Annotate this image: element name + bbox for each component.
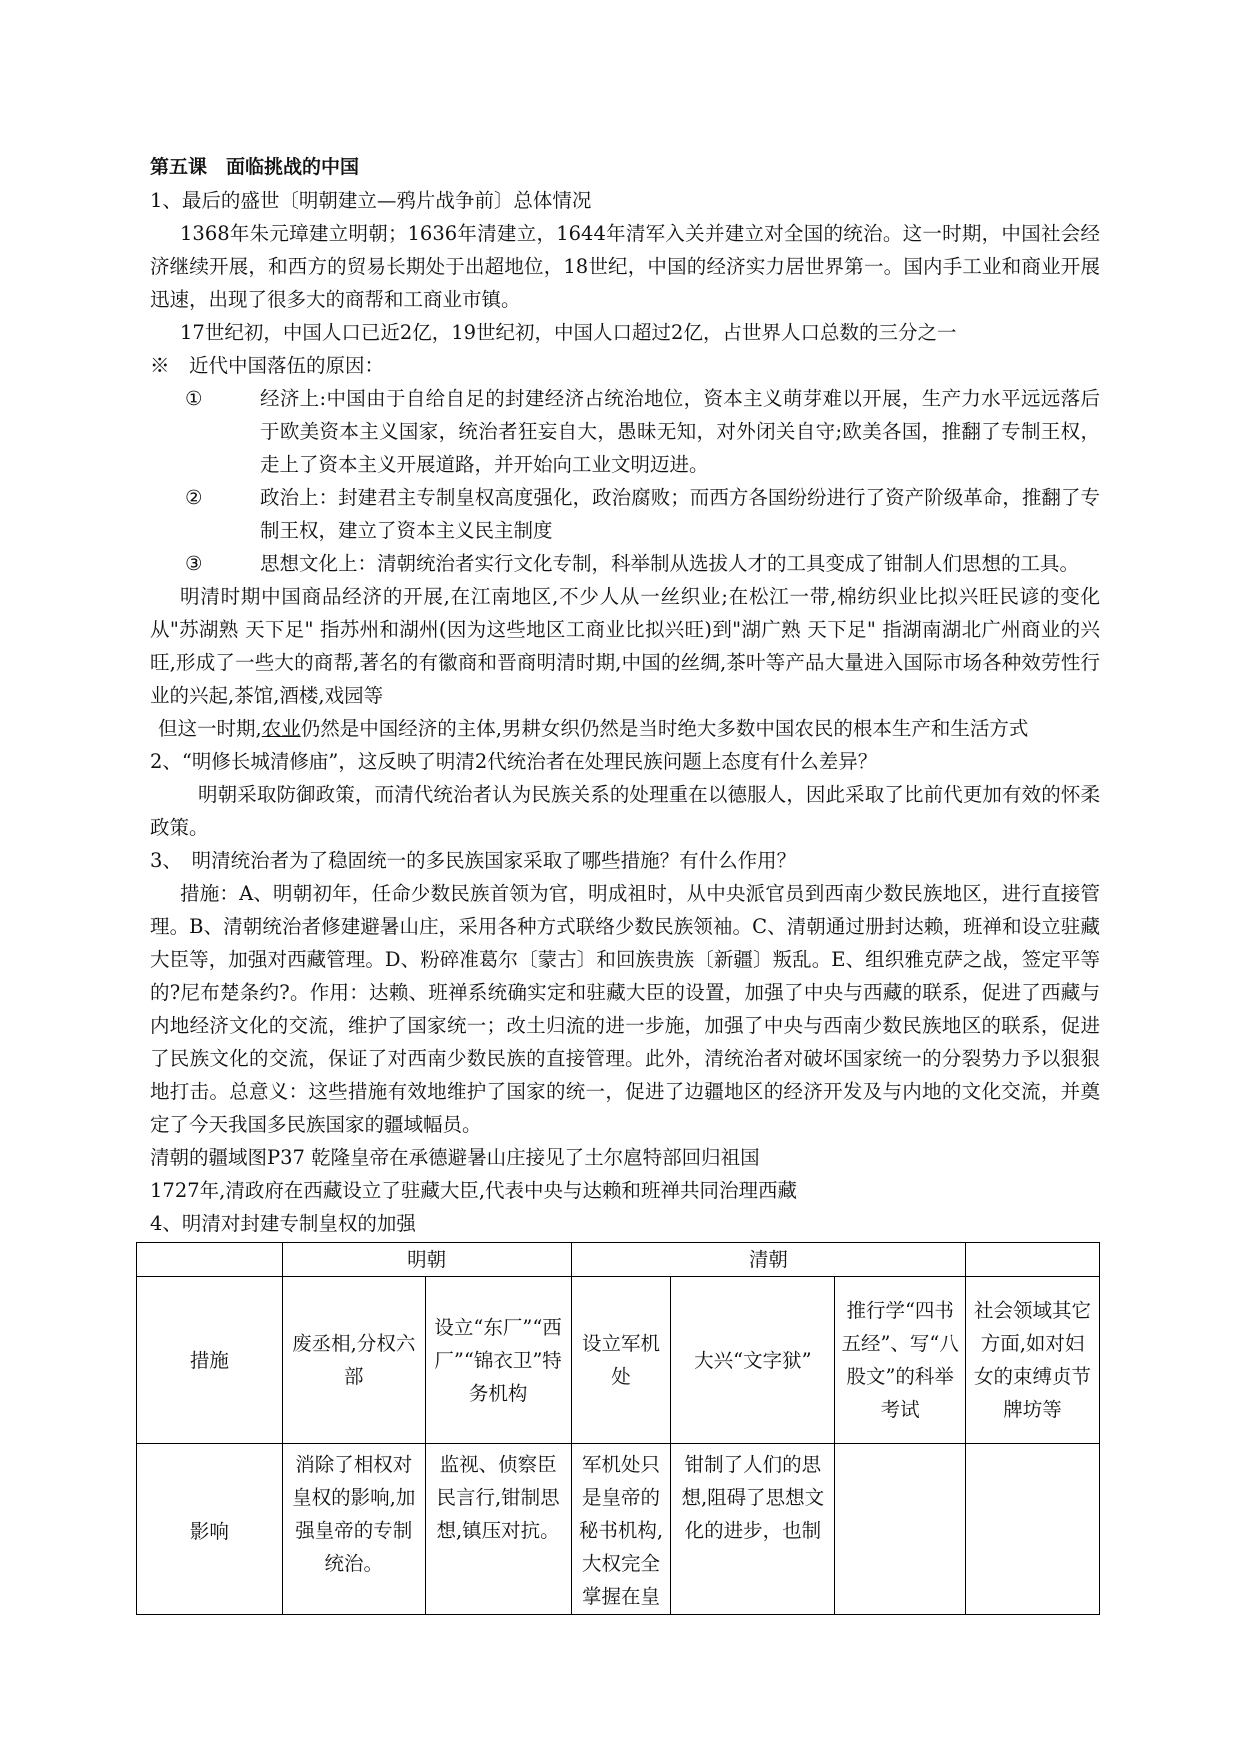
table-cell: 设立“东厂”“西厂”“锦衣卫”特务机构 bbox=[425, 1277, 571, 1444]
table-row-effects bbox=[137, 1444, 1100, 1615]
table-cell: 废丞相,分权六部 bbox=[282, 1277, 425, 1444]
reasons-heading: ※ 近代中国落伍的原因： bbox=[150, 354, 385, 377]
table-cell: 监视、侦察臣民言行,钳制思想,镇压对抗。 bbox=[425, 1444, 571, 1615]
table-cell: 军机处只是皇帝的秘书机构,大权完全掌握在皇 bbox=[571, 1444, 671, 1615]
section3-note2: 1727年,清政府在西藏设立了驻藏大臣,代表中央与达赖和班禅共同治理西藏 bbox=[150, 1179, 798, 1202]
table-cell bbox=[966, 1444, 1100, 1615]
para4-text-b: 仍然是中国经济的主体,男耕女织仍然是当时绝大多数中国农民的根本生产和生活方式 bbox=[300, 717, 1029, 740]
reason-text: 思想文化上：清朝统治者实行文化专制，科举制从选拔人才的工具变成了钳制人们思想的工具。 bbox=[260, 552, 1080, 575]
reason-text: 经济上:中国由于自给自足的封建经济占统治地位，资本主义萌芽难以开展，生产力水平远远落后于欧美资本主义国家，统治者狂妄自大，愚昧无知，对外闭关自守;欧美各国，推翻了专制王权，走上了资本主义开展道路，并开始向工业文明迈进。 bbox=[260, 387, 1100, 476]
section1-heading: 1、最后的盛世〔明朝建立—鸦片战争前〕总体情况 bbox=[150, 189, 592, 212]
header-cell-qing: 清朝 bbox=[571, 1243, 966, 1277]
para4-text-a: 但这一时期, bbox=[158, 717, 262, 740]
section3-note1: 清朝的疆域图P37 乾隆皇帝在承德避暑山庄接见了土尔扈特部回归祖国 bbox=[150, 1146, 760, 1169]
comparison-table bbox=[136, 1242, 1100, 1615]
para4-underlined: 农业 bbox=[261, 717, 301, 740]
header-cell-empty bbox=[966, 1243, 1100, 1277]
reason-number: ① bbox=[185, 387, 203, 410]
section4-heading: 4、明清对封建专制皇权的加强 bbox=[150, 1212, 416, 1235]
reason-number: ③ bbox=[185, 552, 203, 575]
table-cell: 大兴“文字狱” bbox=[671, 1277, 835, 1444]
section3-answer: 措施：A、明朝初年，任命少数民族首领为官，明成祖时，从中央派官员到西南少数民族地区，进行直接管理。B、清朝统治者修建避暑山庄，采用各种方式联络少数民族领袖。C、清朝通过册封达赖，班禅和设立驻藏大臣等，加强对西藏管理。D、粉碎准葛尔〔蒙古〕和回族贵族〔新疆〕叛乱。E、组织雅克萨之战，签定平等的?尼布楚条约?。作用：达赖、班禅系统确实定和驻藏大臣的设置，加强了中央与西藏的联系，促进了西藏与内地经济文化的交流，维护了国家统一；改土归流的进一步施，加强了中央与西南少数民族地区的联系，促进了民族文化的交流，保证了对西南少数民族的直接管理。此外，清统治者对破坏国家统一的分裂势力予以狠狠地打击。总意义：这些措施有效地维护了国家的统一，促进了边疆地区的经济开发及与内地的文化交流，并奠定了今天我国多民族国家的疆域幅员。 bbox=[150, 882, 1100, 1136]
header-cell-empty bbox=[137, 1243, 283, 1277]
section3-heading: 3、 明清统治者为了稳固统一的多民族国家采取了哪些措施？有什么作用？ bbox=[150, 849, 797, 872]
table-cell: 钳制了人们的思想,阻碍了思想文化的进步，也制 bbox=[671, 1444, 835, 1615]
row-label-effects: 影响 bbox=[137, 1444, 283, 1615]
reason-item bbox=[185, 382, 1100, 481]
table-cell: 推行学“四书五经”、写“八股文”的科举考试 bbox=[835, 1277, 966, 1444]
table-row-measures bbox=[137, 1277, 1100, 1444]
section1-para4 bbox=[150, 712, 1100, 745]
row-label-measures: 措施 bbox=[137, 1277, 283, 1444]
table-cell bbox=[835, 1444, 966, 1615]
section1-para2: 17世纪初，中国人口已近2亿，19世纪初，中国人口超过2亿，占世界人口总数的三分之一 bbox=[180, 321, 957, 344]
reason-text: 政治上：封建君主专制皇权高度强化，政治腐败；而西方各国纷纷进行了资产阶级革命，推翻了专制王权，建立了资本主义民主制度 bbox=[260, 486, 1100, 542]
reasons-list bbox=[150, 382, 1100, 580]
table-cell: 社会领域其它方面,如对妇女的束缚贞节牌坊等 bbox=[966, 1277, 1100, 1444]
document-page bbox=[150, 150, 1100, 1615]
reason-item bbox=[185, 547, 1100, 580]
section1-para1: 1368年朱元璋建立明朝；1636年清建立，1644年清军入关并建立对全国的统治。这一时期，中国社会经济继续开展，和西方的贸易长期处于出超地位，18世纪，中国的经济实力居世界第一。国内手工业和商业开展迅速，出现了很多大的商帮和工商业市镇。 bbox=[150, 222, 1100, 311]
section2-answer: 明朝采取防御政策，而清代统治者认为民族关系的处理重在以德服人，因此采取了比前代更加有效的怀柔政策。 bbox=[150, 783, 1100, 839]
header-cell-ming: 明朝 bbox=[282, 1243, 571, 1277]
reason-item bbox=[185, 481, 1100, 547]
section2-heading: 2、“明修长城清修庙”，这反映了明清2代统治者在处理民族问题上态度有什么差异？ bbox=[150, 750, 878, 773]
lesson-title: 第五课 面临挑战的中国 bbox=[150, 156, 360, 178]
section1-para3: 明清时期中国商品经济的开展,在江南地区,不少人从一丝织业;在松江一带,棉纺织业比拟兴旺民谚的变化 从"苏湖熟 天下足" 指苏州和湖州(因为这些地区工商业比拟兴旺)到"湖广熟 天下足" 指湖南湖北广州商业的兴旺,形成了一些大的商帮,著名的有徽商和晋商明清时期,中国的丝绸,茶叶等产品大量进入国际市场各种效劳性行业的兴起,茶馆,酒楼,戏园等 bbox=[150, 585, 1100, 707]
table-header-row bbox=[137, 1243, 1100, 1277]
table-cell: 消除了相权对皇权的影响,加强皇帝的专制统治。 bbox=[282, 1444, 425, 1615]
reason-number: ② bbox=[185, 486, 203, 509]
table-cell: 设立军机处 bbox=[571, 1277, 671, 1444]
